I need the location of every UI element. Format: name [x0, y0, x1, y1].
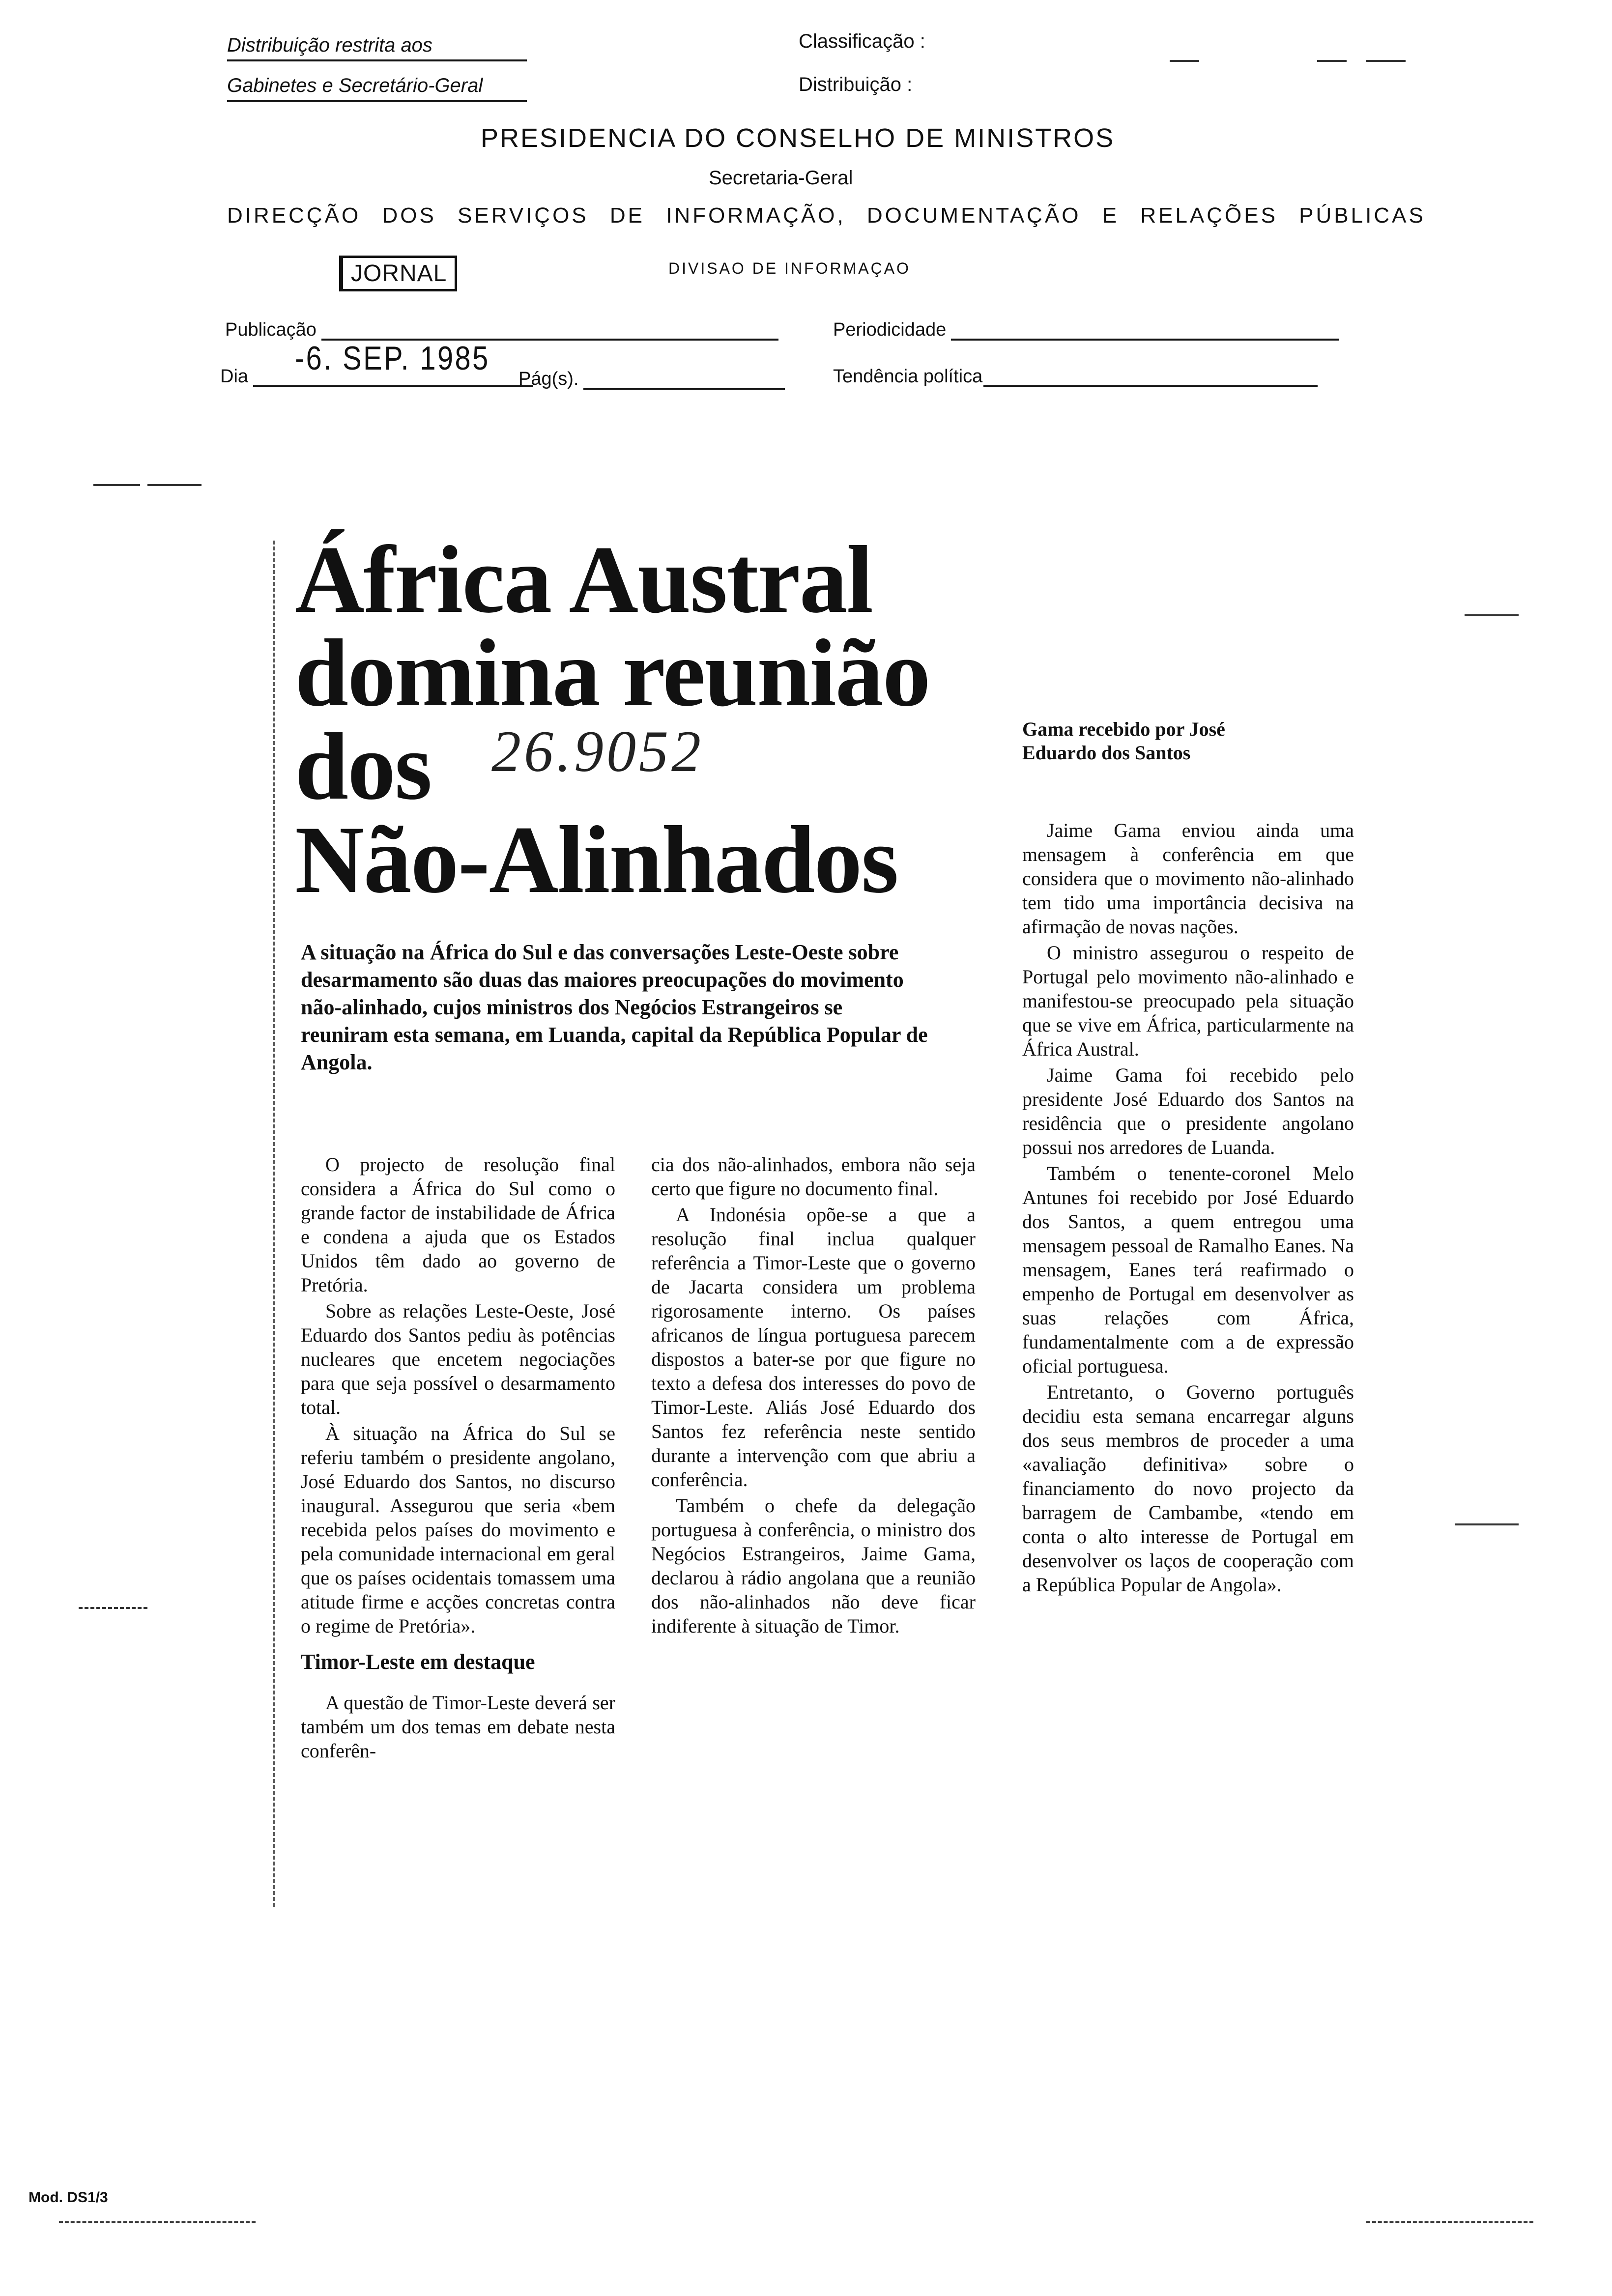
column-1-paragraph: Sobre as relações Leste-Oeste, José Eduardo dos Santos pediu às potências nucleares que encetem negociações para que seja possível o desarmamento total.	[301, 1300, 615, 1418]
scan-mark	[1366, 60, 1406, 62]
publicacao-field	[225, 319, 778, 341]
distribuicao-label: Distribuição :	[799, 74, 913, 95]
headline-line-2: domina reunião	[295, 620, 930, 726]
jornal-box: JORNAL	[339, 256, 457, 291]
article-column-2	[651, 1152, 976, 1640]
column-3-paragraph: O ministro assegurou o respeito de Portugal pelo movimento não-alinhado e manifestou-se preocupado pela situação que se vive em África, particularmente na África Austral.	[1022, 942, 1354, 1060]
handwritten-reference: 26.9052	[491, 718, 704, 784]
timor-subheading: Timor-Leste em destaque	[301, 1650, 535, 1674]
cabinets-line: Gabinetes e Secretário-Geral	[227, 75, 527, 102]
pags-field	[518, 369, 785, 390]
periodicidade-field	[833, 319, 1339, 341]
scan-mark	[59, 2221, 256, 2223]
scan-mark	[1465, 614, 1519, 616]
column-1-paragraph: A questão de Timor-Leste deverá ser também um dos temas em debate nesta conferên-	[301, 1692, 615, 1762]
lede-paragraph: A situação na África do Sul e das conversações Leste-Oeste sobre desarmamento são duas das maiores preocupações do movimento não-alinhado, cujos ministros dos Negócios Estrangeiros se reuniram esta semana, em Luanda, capital da República Popular de Angola.	[301, 940, 928, 1074]
date-stamp: -6. SEP. 1985	[295, 340, 490, 377]
column-2-paragraph: Também o chefe da delegação portuguesa à conferência, o ministro dos Negócios Estrangeiros, Jaime Gama, declarou à rádio angolana que a reunião dos não-alinhados não deve ficar indiferente à situação de Timor.	[651, 1494, 976, 1637]
pags-label: Pág(s).	[518, 369, 579, 389]
scan-mark	[79, 1607, 147, 1609]
form-code: Mod. DS1/3	[29, 2189, 108, 2206]
dia-label: Dia	[220, 366, 249, 387]
scan-mark	[93, 484, 140, 486]
column-3-paragraph: Entretanto, o Governo português decidiu esta semana encarregar alguns dos seus membros de proceder a uma «avaliação definitiva» sobre o financiamento do novo projecto da barragem de Cambambe, «tendo em conta o alto interesse de Portugal em desenvolver os laços de cooperação com a República Popular de Angola».	[1022, 1381, 1354, 1596]
column-2-paragraph: cia dos não-alinhados, embora não seja certo que figure no documento final.	[651, 1153, 976, 1200]
column-2-paragraph: A Indonésia opõe-se a que a resolução final inclua qualquer referência a Timor-Leste que o governo de Jacarta considera um problema rigorosamente interno. Os países africanos de língua portuguesa parecem dispostos a bater-se por que figure no texto a defesa dos interesses do povo de Timor-Leste. Aliás José Eduardo dos Santos fez referência neste sentido durante a intervenção com que abriu a conferência.	[651, 1204, 976, 1491]
headline-line-4: Não-Alinhados	[295, 806, 898, 913]
clipping-left-border	[273, 541, 275, 1907]
restricted-distribution-line: Distribuição restrita aos	[227, 34, 527, 61]
column-1-paragraph: O projecto de resolução final considera a África do Sul como o grande factor de instabilidade de África e condena a ajuda que os Estados Unidos têm dado ao governo de Pretória.	[301, 1153, 615, 1296]
scan-mark	[1455, 1523, 1519, 1525]
scan-mark	[147, 484, 202, 486]
secretaria-geral: Secretaria-Geral	[709, 167, 853, 189]
classificacao-label: Classificação :	[799, 30, 925, 52]
side-heading: Gama recebido por José Eduardo dos Santos	[1022, 718, 1225, 764]
column-1-paragraph: À situação na África do Sul se referiu também o presidente angolano, José Eduardo dos Santos, no discurso inaugural. Assegurou que seria «bem recebida pelos países do movimento e pela comunidade internacional em geral que os países ocidentais tomassem uma atitude firme e acções concretas contra o regime de Pretória».	[301, 1422, 615, 1637]
publicacao-label: Publicação	[225, 319, 317, 340]
headline-line-1: África Austral	[295, 526, 872, 633]
tendencia-field	[833, 366, 1318, 387]
scan-mark	[1317, 60, 1347, 62]
tendencia-label: Tendência política	[833, 366, 983, 387]
scan-mark	[1170, 60, 1199, 62]
periodicidade-label: Periodicidade	[833, 319, 947, 340]
presidencia-title: PRESIDENCIA DO CONSELHO DE MINISTROS	[481, 123, 1115, 153]
article-column-1	[301, 1152, 615, 1765]
direccao-servicos: DIRECÇÃO DOS SERVIÇOS DE INFORMAÇÃO, DOCUMENTAÇÃO E RELAÇÕES PÚBLICAS	[227, 203, 1426, 228]
column-3-paragraph: Também o tenente-coronel Melo Antunes foi recebido por José Eduardo dos Santos, a quem entregou uma mensagem pessoal de Ramalho Eanes. Na mensagem, Eanes terá reafirmado o empenho de Portugal em desenvolver as suas relações com África, fundamentalmente com a de expressão oficial portuguesa.	[1022, 1162, 1354, 1377]
scan-mark	[1366, 2221, 1533, 2223]
headline-line-3: dos	[295, 713, 432, 820]
column-3-paragraph: Jaime Gama foi recebido pelo presidente José Eduardo dos Santos na residência que o presidente angolano possui nos arredores de Luanda.	[1022, 1064, 1354, 1158]
divisao-informacao: DIVISAO DE INFORMAÇAO	[668, 259, 911, 277]
article-column-3	[1022, 818, 1354, 1599]
column-3-paragraph: Jaime Gama enviou ainda uma mensagem à conferência em que considera que o movimento não-alinhado tem tido uma importância decisiva na afirmação de novas nações.	[1022, 819, 1354, 938]
